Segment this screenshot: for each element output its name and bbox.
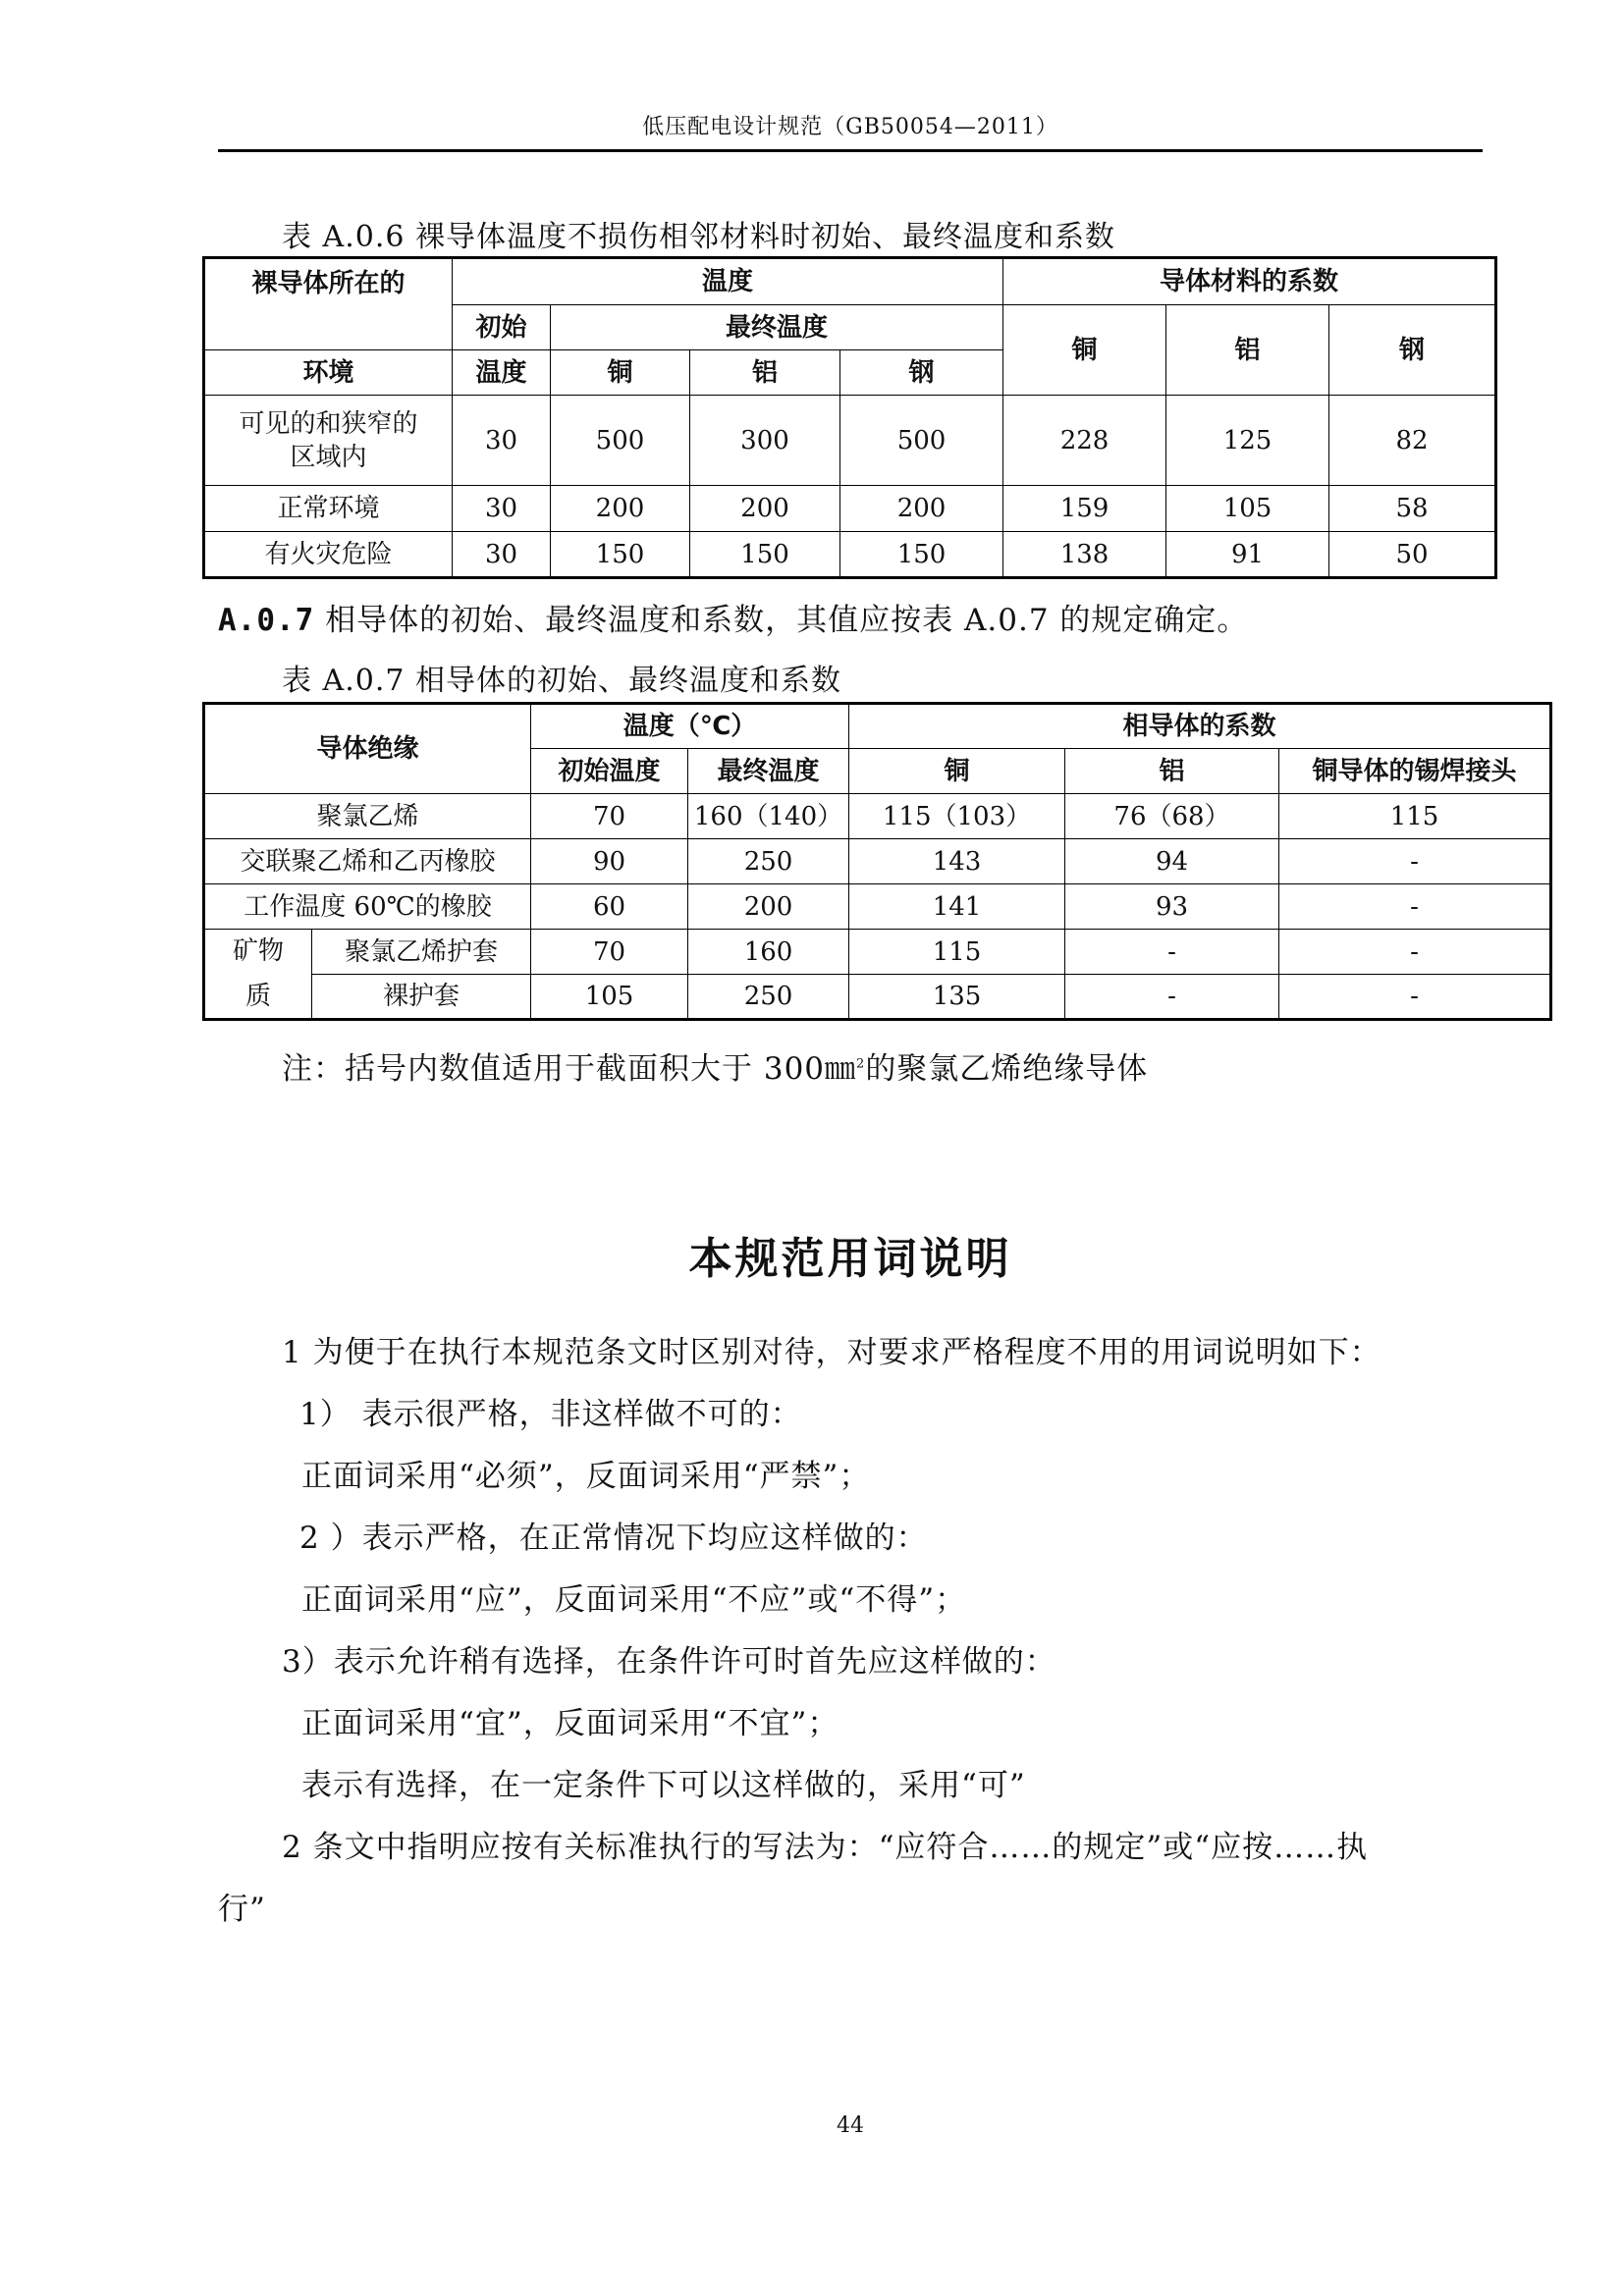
table-row [204, 396, 1496, 486]
cu-cell: 141 [849, 884, 1065, 930]
cu-header: 铜 [849, 749, 1065, 794]
tinned-cell: - [1279, 975, 1551, 1020]
wording-line: 正面词采用“宜”，反面词采用“不宜”； [301, 1706, 839, 1741]
env-cell [204, 396, 453, 486]
final-cu-cell: 150 [551, 532, 690, 578]
env-line: 区域内 [290, 442, 367, 472]
wording-line: 3）表示允许稍有选择，在条件许可时首先应这样做的： [282, 1644, 1056, 1680]
table-a07 [202, 702, 1552, 1021]
final-steel-header: 钢 [840, 350, 1003, 396]
initial-cell: 90 [531, 839, 688, 884]
tinned-header: 铜导体的锡焊接头 [1279, 749, 1551, 794]
table-row [204, 486, 1496, 532]
cu-cell: 135 [849, 975, 1065, 1020]
mineral-sub-cell: 裸护套 [312, 975, 531, 1020]
clause-a07 [218, 595, 1248, 639]
cu-cell: 143 [849, 839, 1065, 884]
final-cell: 250 [688, 975, 849, 1020]
table-row [204, 532, 1496, 578]
k-steel-cell: 50 [1329, 532, 1496, 578]
k-al-cell: 105 [1166, 486, 1329, 532]
initial-cell: 30 [453, 532, 551, 578]
k-al-header: 铝 [1166, 305, 1329, 396]
k-steel-header: 钢 [1329, 305, 1496, 396]
al-cell: 94 [1065, 839, 1279, 884]
wording-line: 1） 表示很严格，非这样做不可的： [299, 1397, 802, 1432]
temperature-header: 温度（℃） [531, 704, 849, 749]
wording-line: 2 条文中指明应按有关标准执行的写法为：“应符合……的规定”或“应按……执 [282, 1830, 1369, 1865]
env-cell: 有火灾危险 [204, 532, 453, 578]
final-al-cell: 300 [690, 396, 840, 486]
final-header: 最终温度 [551, 305, 1003, 350]
k-al-cell: 125 [1166, 396, 1329, 486]
table-a07-caption: 表 A.0.7 相导体的初始、最终温度和系数 [282, 664, 841, 698]
coef-header: 相导体的系数 [849, 704, 1551, 749]
initial-cell: 60 [531, 884, 688, 930]
mineral-group-line: 矿物 [232, 936, 284, 966]
final-al-cell: 200 [690, 486, 840, 532]
temperature-header: 温度 [453, 258, 1003, 305]
table-row [204, 884, 1551, 930]
initial-header-top: 初始 [453, 305, 551, 350]
insulation-header: 导体绝缘 [204, 704, 531, 794]
mineral-sub-cell: 聚氯乙烯护套 [312, 930, 531, 975]
k-cu-cell: 159 [1003, 486, 1166, 532]
al-cell: - [1065, 975, 1279, 1020]
note-text-end: 的聚氯乙烯绝缘导体 [865, 1051, 1149, 1087]
wording-line: 2 ）表示严格，在正常情况下均应这样做的： [299, 1521, 928, 1556]
final-cu-cell: 500 [551, 396, 690, 486]
tinned-cell: 115 [1279, 794, 1551, 839]
coef-header: 导体材料的系数 [1003, 258, 1496, 305]
section-title: 本规范用词说明 [688, 1234, 1012, 1284]
initial-cell: 30 [453, 486, 551, 532]
al-cell: 93 [1065, 884, 1279, 930]
final-cu-cell: 200 [551, 486, 690, 532]
wording-line: 正面词采用“应”，反面词采用“不应”或“不得”； [301, 1582, 967, 1618]
initial-cell: 105 [531, 975, 688, 1020]
final-cell: 160（140） [688, 794, 849, 839]
initial-cell: 70 [531, 794, 688, 839]
env-header-bottom: 环境 [204, 350, 453, 396]
final-steel-cell: 500 [840, 396, 1003, 486]
final-cell: 250 [688, 839, 849, 884]
cu-cell: 115（103） [849, 794, 1065, 839]
initial-header-bottom: 温度 [453, 350, 551, 396]
initial-header: 初始温度 [531, 749, 688, 794]
table-row [204, 975, 1551, 1020]
tinned-cell: - [1279, 839, 1551, 884]
note-superscript: 2 [856, 1056, 866, 1072]
table-row [204, 794, 1551, 839]
header-rule [218, 149, 1483, 152]
insulation-cell: 交联聚乙烯和乙丙橡胶 [204, 839, 531, 884]
wording-line: 行” [218, 1892, 266, 1927]
table-a06 [202, 256, 1497, 579]
table-a06-caption: 表 A.0.6 裸导体温度不损伤相邻材料时初始、最终温度和系数 [282, 220, 1115, 254]
table-row [204, 930, 1551, 975]
al-cell: - [1065, 930, 1279, 975]
table-note [282, 1043, 1148, 1088]
final-cell: 200 [688, 884, 849, 930]
wording-line: 1 为便于在执行本规范条文时区别对待，对要求严格程度不用的用词说明如下： [282, 1335, 1381, 1370]
initial-cell: 70 [531, 930, 688, 975]
final-cell: 160 [688, 930, 849, 975]
insulation-cell: 工作温度 60℃的橡胶 [204, 884, 531, 930]
final-header: 最终温度 [688, 749, 849, 794]
env-header-top: 裸导体所在的 [204, 258, 453, 350]
wording-line: 表示有选择，在一定条件下可以这样做的，采用“可” [301, 1768, 1026, 1803]
k-cu-cell: 228 [1003, 396, 1166, 486]
initial-cell: 30 [453, 396, 551, 486]
final-cu-header: 铜 [551, 350, 690, 396]
page-number: 44 [837, 2113, 864, 2138]
env-line: 可见的和狭窄的 [239, 408, 418, 439]
final-al-cell: 150 [690, 532, 840, 578]
env-cell: 正常环境 [204, 486, 453, 532]
note-text: 注：括号内数值适用于截面积大于 300㎜ [282, 1051, 857, 1087]
k-cu-header: 铜 [1003, 305, 1166, 396]
al-header: 铝 [1065, 749, 1279, 794]
final-al-header: 铝 [690, 350, 840, 396]
insulation-cell: 聚氯乙烯 [204, 794, 531, 839]
mineral-group-cell [204, 930, 312, 1020]
tinned-cell: - [1279, 884, 1551, 930]
cu-cell: 115 [849, 930, 1065, 975]
wording-line: 正面词采用“必须”，反面词采用“严禁”； [301, 1459, 871, 1494]
tinned-cell: - [1279, 930, 1551, 975]
final-steel-cell: 150 [840, 532, 1003, 578]
k-steel-cell: 82 [1329, 396, 1496, 486]
k-cu-cell: 138 [1003, 532, 1166, 578]
clause-number: A.0.7 [218, 603, 315, 638]
running-header: 低压配电设计规范（GB50054—2011） [642, 115, 1058, 139]
k-al-cell: 91 [1166, 532, 1329, 578]
al-cell: 76（68） [1065, 794, 1279, 839]
mineral-group-line: 质 [244, 982, 271, 1011]
clause-text: 相导体的初始、最终温度和系数，其值应按表 A.0.7 的规定确定。 [314, 603, 1249, 638]
k-steel-cell: 58 [1329, 486, 1496, 532]
table-row [204, 839, 1551, 884]
final-steel-cell: 200 [840, 486, 1003, 532]
